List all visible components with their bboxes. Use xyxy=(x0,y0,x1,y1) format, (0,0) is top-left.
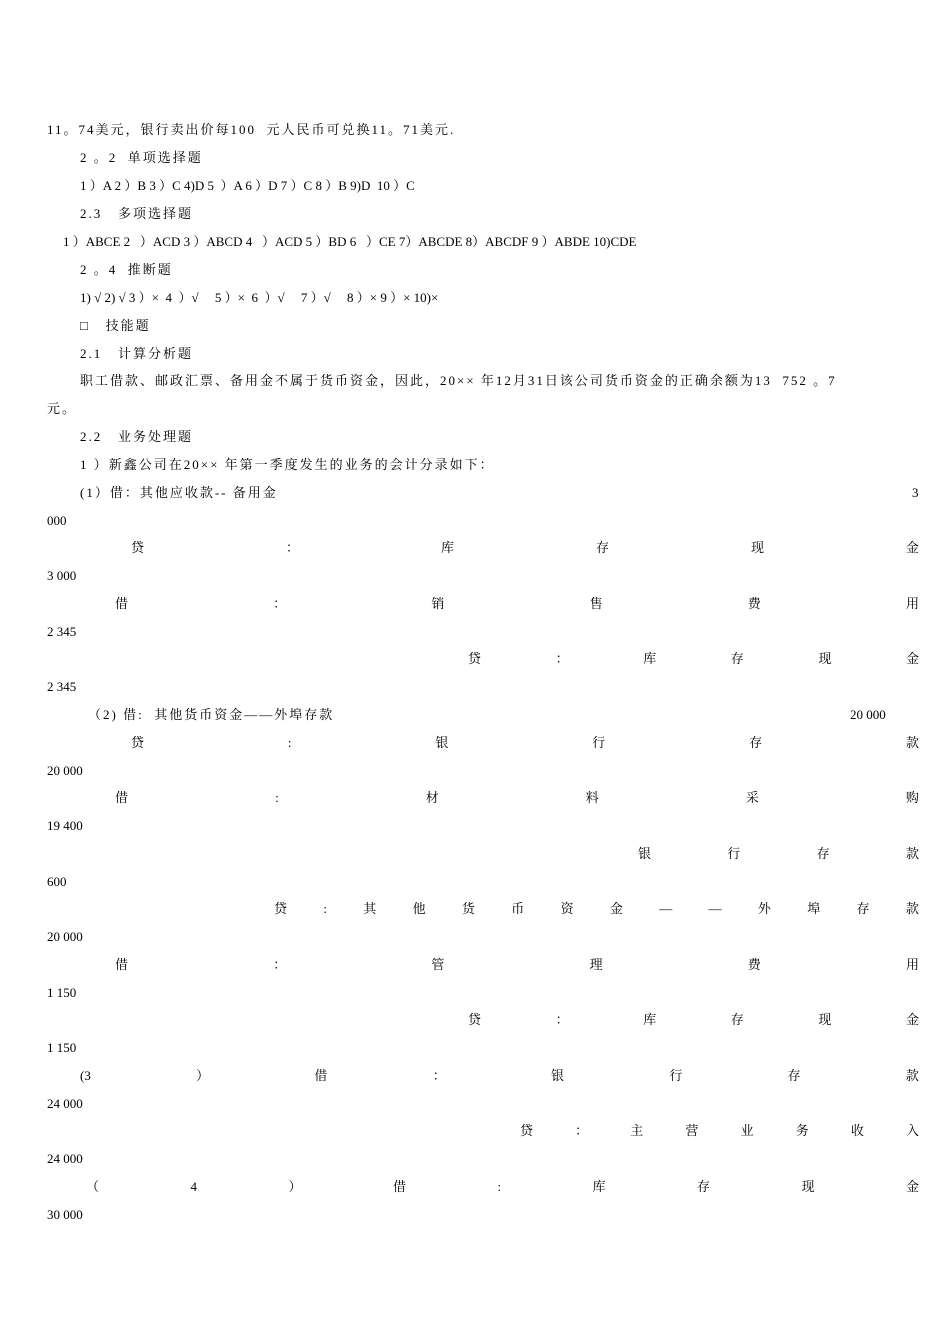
judgement-answers: 1) √ 2) √ 3 ）× 4 ）√ 5 ）× 6 ）√ 7 ）√ 8 ）× 9 ）× 10)× xyxy=(80,290,439,305)
entry-1-debit-amount: 3 xyxy=(912,485,919,500)
amount: 30 000 xyxy=(47,1207,83,1222)
amount: 1 150 xyxy=(47,985,77,1000)
amount: 24 000 xyxy=(47,1096,83,1111)
entry-2-credit: 贷 : 银 行 存 款 xyxy=(131,735,919,750)
entry-2b-debit: 借 : 材 料 采 购 xyxy=(115,790,919,805)
entry-2-debit: （2) 借: 其他货币资金——外埠存款 xyxy=(88,707,335,722)
entry-2b-debit-bank: 银 行 存 款 xyxy=(638,846,919,861)
entry-1-debit-amount-cont: 000 xyxy=(47,513,67,528)
entry-1-credit: 贷 ： 库 存 现 金 xyxy=(131,540,919,555)
section-heading-multiple-choice: 2.3 多项选择题 xyxy=(80,206,194,221)
entry-1b-debit: 借 ： 销 售 费 用 xyxy=(115,596,919,611)
section-heading-judgement: 2 。4 推断题 xyxy=(80,262,173,277)
entry-2c-debit: 借 ： 管 理 费 用 xyxy=(115,957,919,972)
amount: 2 345 xyxy=(47,624,77,639)
calculation-answer: 职工借款、邮政汇票、备用金不属于货币资金，因此，20×× 年12月31日该公司货币资金的正确余额为13 752 。7 xyxy=(80,373,837,388)
entry-3-debit: (3 ） 借 ： 银 行 存 款 xyxy=(80,1068,919,1083)
entry-2b-credit: 贷 : 其 他 货 币 资 金 — — 外 埠 存 款 xyxy=(274,901,919,916)
amount: 600 xyxy=(47,874,67,889)
entry-2c-credit: 贷 ： 库 存 现 金 xyxy=(468,1012,919,1027)
multiple-choice-answers: 1 ）ABCE 2 ）ACD 3 ）ABCD 4 ）ACD 5 ）BD 6 ）CE 7）ABCDE 8）ABCDF 9 ）ABDE 10)CDE xyxy=(63,234,637,249)
exchange-rate-line: 11。74美元，银行卖出价每100 元人民币可兑换11。71美元. xyxy=(47,122,456,137)
entry-1b-credit: 贷 ： 库 存 现 金 xyxy=(468,651,919,666)
entry-3-credit: 贷 ： 主 营 业 务 收 入 xyxy=(520,1123,919,1138)
amount: 1 150 xyxy=(47,1040,77,1055)
amount: 20 000 xyxy=(47,929,83,944)
amount: 20 000 xyxy=(47,763,83,778)
business-intro: 1 ）新鑫公司在20×× 年第一季度发生的业务的会计分录如下： xyxy=(80,457,495,472)
calculation-answer-continued: 元。 xyxy=(47,401,78,416)
section-heading-calculation: 2.1 计算分析题 xyxy=(80,346,194,361)
entry-4-debit: （ 4 ） 借 : 库 存 现 金 xyxy=(86,1179,919,1194)
single-choice-answers: 1 ）A 2 ）B 3 ）C 4)D 5 ）A 6 ）D 7 ）C 8 ）B 9)D 10 ）C xyxy=(80,178,415,193)
section-heading-skills: □ 技能题 xyxy=(80,318,151,333)
entry-2-debit-amount: 20 000 xyxy=(850,707,886,722)
entry-1-debit: (1）借：其他应收款-- 备用金 xyxy=(80,485,278,500)
amount: 24 000 xyxy=(47,1151,83,1166)
amount: 19 400 xyxy=(47,818,83,833)
section-heading-business: 2.2 业务处理题 xyxy=(80,429,194,444)
amount: 3 000 xyxy=(47,568,77,583)
section-heading-single-choice: 2 。2 单项选择题 xyxy=(80,150,203,165)
amount: 2 345 xyxy=(47,679,77,694)
